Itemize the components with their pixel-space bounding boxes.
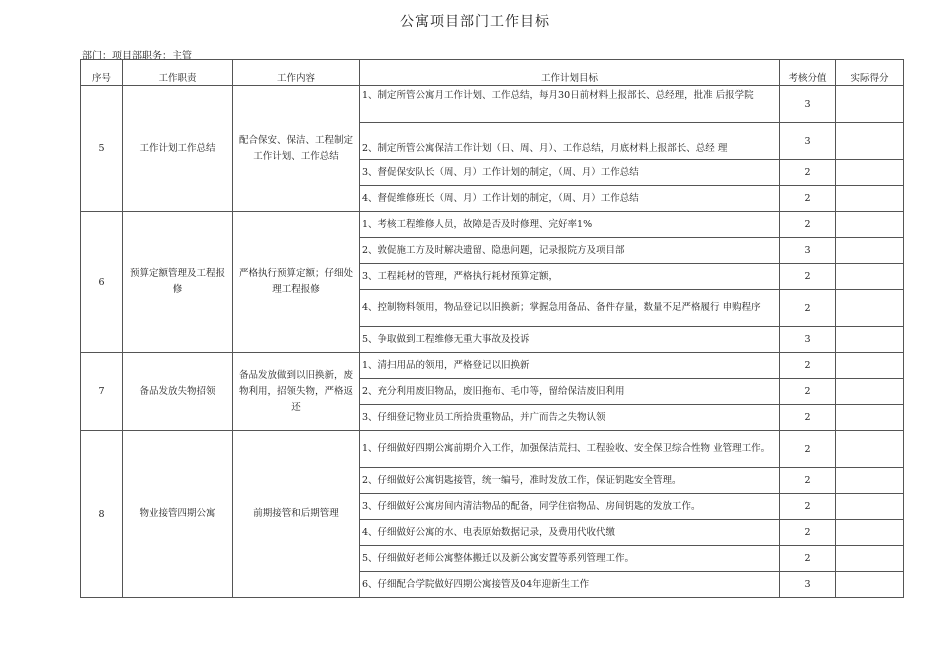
row-score: 2 [780, 212, 836, 238]
row-goal: 6、仔细配合学院做好四期公寓接管及04年迎新生工作 [360, 572, 780, 598]
header-content: 工作内容 [233, 60, 360, 86]
row-score: 2 [780, 379, 836, 405]
row-goal: 3、仔细登记物业员工所拾贵重物品，并广而告之失物认领 [360, 405, 780, 431]
row-content: 配合保安、保洁、工程制定工作计划、工作总结 [233, 86, 360, 212]
header-actual: 实际得分 [836, 60, 904, 86]
row-score: 2 [780, 186, 836, 212]
row-duty: 物业接管四期公寓 [123, 431, 233, 598]
row-content: 备品发放做到以旧换新，废物利用，招领失物，严格返还 [233, 353, 360, 431]
row-actual [836, 520, 904, 546]
row-score: 2 [780, 520, 836, 546]
row-goal: 1、制定所管公寓月工作计划、工作总结，每月30日前材料上报部长、总经理，批准 后报学院 [360, 86, 780, 123]
row-actual [836, 212, 904, 238]
row-actual [836, 264, 904, 290]
row-score: 2 [780, 160, 836, 186]
row-goal: 1、仔细做好四期公寓前期介入工作，加强保洁荒扫、工程验收、安全保卫综合性物 业管理工作。 [360, 431, 780, 468]
table-header-row [81, 60, 904, 86]
work-goals-table [80, 59, 904, 598]
row-score: 3 [780, 238, 836, 264]
row-score: 3 [780, 86, 836, 123]
row-goal: 4、督促维修班长（周、月）工作计划的制定，（周、月）工作总结 [360, 186, 780, 212]
row-goal: 2、敦促施工方及时解决遗留、隐患问题，记录报院方及项目部 [360, 238, 780, 264]
row-score: 2 [780, 468, 836, 494]
row-actual [836, 123, 904, 160]
row-actual [836, 327, 904, 353]
row-goal: 5、仔细做好老师公寓整体搬迁以及新公寓安置等系列管理工作。 [360, 546, 780, 572]
row-score: 2 [780, 290, 836, 327]
row-no: 5 [81, 86, 123, 212]
row-actual [836, 546, 904, 572]
row-actual [836, 86, 904, 123]
row-no: 8 [81, 431, 123, 598]
table-row [81, 353, 904, 379]
row-score: 2 [780, 405, 836, 431]
row-score: 2 [780, 353, 836, 379]
table-row [81, 86, 904, 123]
row-no: 7 [81, 353, 123, 431]
row-no: 6 [81, 212, 123, 353]
row-goal: 2、充分利用废旧物品，废旧拖布、毛巾等，留给保洁废旧利用 [360, 379, 780, 405]
row-actual [836, 160, 904, 186]
row-score: 2 [780, 546, 836, 572]
row-actual [836, 431, 904, 468]
row-duty: 备品发放失物招领 [123, 353, 233, 431]
table-row [81, 431, 904, 468]
row-goal: 3、仔细做好公寓房间内清洁物品的配备，同学住宿物品、房间钥匙的发放工作。 [360, 494, 780, 520]
row-actual [836, 353, 904, 379]
row-score: 3 [780, 572, 836, 598]
table-row [81, 212, 904, 238]
row-goal: 3、工程耗材的管理，严格执行耗材预算定额， [360, 264, 780, 290]
row-content: 严格执行预算定额；仔细处理工程报修 [233, 212, 360, 353]
row-score: 2 [780, 494, 836, 520]
row-goal: 2、制定所管公寓保洁工作计划（日、周、月）、工作总结，月底材料上报部长、总经 理 [360, 123, 780, 160]
row-goal: 3、督促保安队长（周、月）工作计划的制定，（周、月）工作总结 [360, 160, 780, 186]
row-score: 2 [780, 431, 836, 468]
row-actual [836, 494, 904, 520]
header-no: 序号 [81, 60, 123, 86]
row-actual [836, 572, 904, 598]
row-goal: 1、考核工程维修人员，故障是否及时修理、完好率1% [360, 212, 780, 238]
row-goal: 1、清扫用品的领用，严格登记以旧换新 [360, 353, 780, 379]
header-duty: 工作职责 [123, 60, 233, 86]
row-goal: 5、争取做到工程维修无重大事故及投诉 [360, 327, 780, 353]
department-line: 部门：项目部职务：主管 [82, 51, 192, 62]
row-actual [836, 379, 904, 405]
row-goal: 2、仔细做好公寓钥匙接管，统一编号，准时发放工作，保证钥匙安全管理。 [360, 468, 780, 494]
row-score: 3 [780, 327, 836, 353]
page-title: 公寓项目部门工作目标 [400, 14, 550, 30]
row-duty: 预算定额管理及工程报修 [123, 212, 233, 353]
row-actual [836, 238, 904, 264]
row-duty: 工作计划工作总结 [123, 86, 233, 212]
header-goal: 工作计划目标 [360, 60, 780, 86]
row-actual [836, 405, 904, 431]
header-score: 考核分值 [780, 60, 836, 86]
row-score: 2 [780, 264, 836, 290]
row-goal: 4、仔细做好公寓的水、电表原始数据记录，及费用代收代缴 [360, 520, 780, 546]
row-actual [836, 468, 904, 494]
row-actual [836, 186, 904, 212]
row-goal: 4、控制物料领用，物品登记以旧换新；掌握急用备品、备件存量，数量不足严格履行 申购程序 [360, 290, 780, 327]
row-actual [836, 290, 904, 327]
row-content: 前期接管和后期管理 [233, 431, 360, 598]
row-score: 3 [780, 123, 836, 160]
